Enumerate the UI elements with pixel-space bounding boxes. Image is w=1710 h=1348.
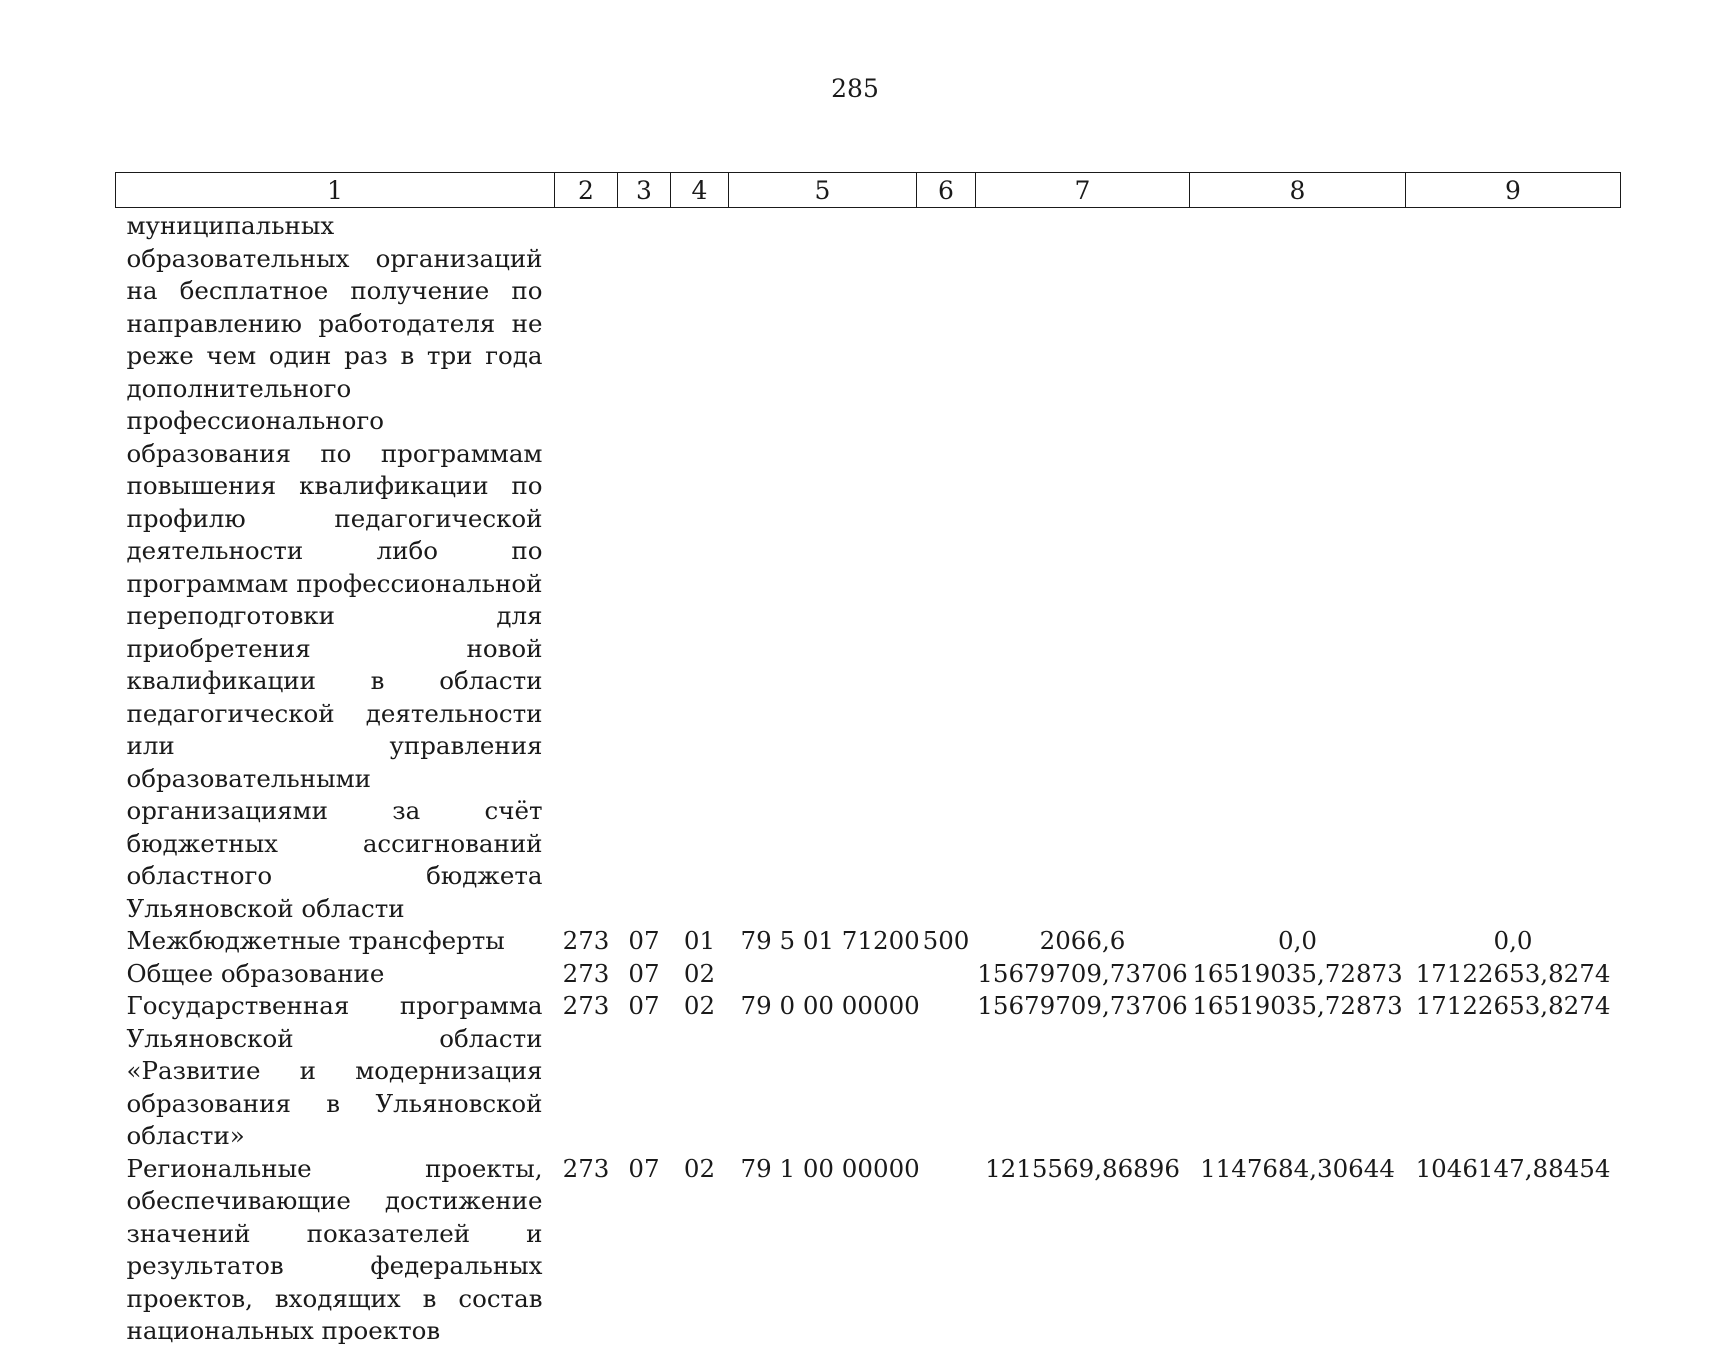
cell-col7: 2066,6 (1039, 926, 1126, 955)
cell-col9: 17122653,8274 (1415, 958, 1611, 988)
column-header: 2 (555, 173, 618, 208)
cell-col5 (729, 208, 917, 926)
table-row (116, 1153, 1621, 1348)
cell-col8: 16519035,72873 (1192, 958, 1403, 988)
cell-col2: 273 (562, 991, 610, 1020)
cell-col9: 17122653,8274 (1415, 991, 1611, 1020)
page-number: 285 (831, 74, 879, 103)
cell-col7: 1215569,86896 (985, 1153, 1180, 1183)
row-name: Государственная программа Ульяновской области «Развитие и модернизация образования в Ульяновской области» (126, 991, 543, 1150)
column-header: 8 (1190, 173, 1406, 208)
column-header: 4 (671, 173, 729, 208)
cell-col3 (618, 208, 671, 926)
cell-col2 (555, 208, 618, 926)
cell-col2: 273 (562, 926, 610, 955)
cell-col9 (1406, 208, 1621, 926)
table-row (116, 925, 1621, 958)
cell-col3: 07 (628, 991, 660, 1020)
row-name: муниципальных образовательных организаций на бесплатное получение по направлению работодателя не реже чем один раз в три года дополнительного профессионального образования по программам повышения квалификации по профилю педагогической деятельности либо по программам профессиональной переподготовки для приобретения новой квалификации в области педагогической деятельности или управления образовательными организациями за счёт бюджетных ассигнований областного бюджета Ульяновской области (126, 211, 543, 923)
column-header: 3 (618, 173, 671, 208)
cell-col6 (917, 990, 976, 1153)
column-header: 1 (116, 173, 555, 208)
cell-col3: 07 (628, 958, 660, 988)
cell-col5: 79 5 01 71200 (740, 926, 920, 955)
cell-col4: 02 (683, 1153, 716, 1183)
cell-col6 (917, 958, 976, 991)
header-row (116, 173, 1621, 208)
cell-col2: 273 (562, 1153, 610, 1183)
cell-col5: 79 1 00 00000 (740, 1153, 920, 1183)
cell-col8: 1147684,30644 (1200, 1153, 1395, 1183)
cell-col3: 07 (628, 926, 660, 955)
cell-col7: 15679709,73706 (977, 958, 1188, 988)
column-header: 6 (917, 173, 976, 208)
row-name: Общее образование (126, 958, 385, 988)
cell-col7: 15679709,73706 (977, 991, 1188, 1020)
table-row (116, 958, 1621, 991)
column-header: 7 (976, 173, 1190, 208)
column-header: 5 (729, 173, 917, 208)
cell-col8 (1190, 208, 1406, 926)
cell-col6 (917, 208, 976, 926)
row-name: Межбюджетные трансферты (126, 926, 505, 955)
cell-col3: 07 (628, 1153, 660, 1183)
cell-col9: 1046147,88454 (1415, 1153, 1611, 1183)
table-row (116, 990, 1621, 1153)
cell-col2: 273 (562, 958, 610, 988)
cell-col4: 02 (683, 958, 716, 988)
cell-col6: 500 (922, 926, 970, 955)
cell-col7 (976, 208, 1190, 926)
budget-table (115, 172, 1621, 1348)
cell-col4: 02 (683, 991, 716, 1020)
cell-col5 (729, 958, 917, 991)
cell-col8: 0,0 (1278, 926, 1317, 955)
row-name: Региональные проекты, обеспечивающие достижение значений показателей и результатов федеральных проектов, входящих в состав национальных проектов (126, 1153, 543, 1345)
cell-col5: 79 0 00 00000 (740, 991, 920, 1020)
cell-col8: 16519035,72873 (1192, 991, 1403, 1020)
cell-col9: 0,0 (1493, 926, 1533, 955)
cell-col4: 01 (683, 926, 716, 955)
column-header: 9 (1406, 173, 1621, 208)
table-row (116, 208, 1621, 926)
cell-col4 (671, 208, 729, 926)
cell-col6 (917, 1153, 976, 1348)
